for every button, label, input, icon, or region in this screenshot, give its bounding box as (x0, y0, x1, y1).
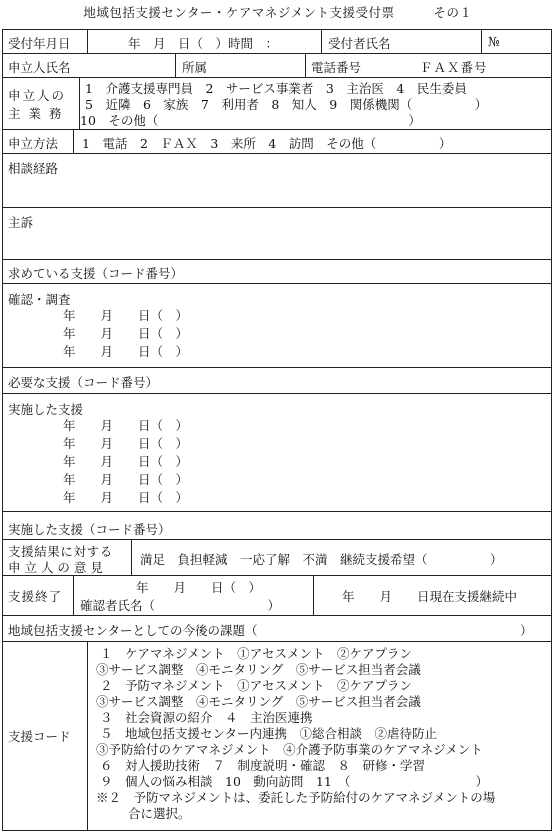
consultation-route-label: 相談経路 (8, 161, 59, 176)
row-applicant (3, 54, 551, 78)
support-code-line: ③予防給付のケアマネジメント ④介護予防事業のケアマネジメント (96, 742, 483, 757)
applicant-name-label: 申立人氏名 (8, 60, 71, 75)
affiliation-label: 所属 (182, 60, 208, 75)
support-continuing-text: 年 月 日現在支援継続中 (342, 589, 518, 604)
phone-label: 電話番号 (311, 60, 362, 75)
row-future-issues[interactable] (3, 616, 551, 642)
implemented-date-line: 年 月 日（ ） (63, 418, 189, 433)
application-method-options[interactable] (73, 130, 553, 153)
confirmation-survey-label: 確認・調査 (8, 292, 71, 307)
row-support-codes (3, 642, 551, 830)
row-needed-support[interactable] (3, 368, 551, 394)
reception-date-template: 年 月 日（ ）時間 ： (128, 36, 279, 51)
support-code-line: ③サービス調整 ④モニタリング ⑤サービス担当者会議 (96, 662, 421, 677)
row-implemented-support-code[interactable] (3, 512, 551, 540)
reception-date-field[interactable] (87, 30, 321, 53)
support-code-line: ６ 対人援助技術 ７ 制度説明・確認 ８ 研修・学習 (100, 758, 426, 773)
affiliation-field[interactable] (175, 54, 305, 77)
applicant-opinion-options-text: 満足 負担軽減 一応了解 不満 継続支援希望（ ） (140, 552, 503, 567)
support-code-line: ２ 予防マネジメント ①アセスメント ②ケアプラン (100, 678, 413, 693)
fax-label: ＦＡＸ番号 (420, 60, 488, 75)
requested-support-label: 求めている支援（コード番号） (8, 266, 184, 281)
support-codes-label: 支援コード (8, 729, 71, 744)
support-continuing-field[interactable] (313, 576, 553, 615)
row-consultation-route[interactable] (3, 154, 551, 208)
support-codes-list (87, 642, 553, 830)
support-code-line: ３ 社会資源の紹介 ４ 主治医連携 (100, 710, 313, 725)
support-end-label: 支援終了 (8, 589, 63, 604)
implemented-support-label: 実施した支援 (8, 402, 84, 417)
applicant-opinion-options[interactable] (131, 540, 553, 575)
row-implemented-support[interactable] (3, 394, 551, 512)
row-requested-support[interactable] (3, 260, 551, 284)
form-title: 地域包括支援センター・ケアマネジメント支援受付票 その１ (83, 5, 473, 20)
row-applicant-occupation (3, 78, 551, 130)
row-applicant-opinion (3, 540, 551, 576)
implemented-date-line: 年 月 日（ ） (63, 454, 189, 469)
occupation-label-line2: 主 業 務 (8, 106, 64, 121)
implemented-date-line: 年 月 日（ ） (63, 490, 189, 505)
phone-fax-field[interactable] (305, 54, 553, 77)
implemented-support-code-label: 実施した支援（コード番号） (8, 522, 171, 537)
consultation-form (2, 29, 552, 831)
support-code-note: 合に選択。 (128, 806, 191, 821)
support-code-line: １ ケアマネジメント ①アセスメント ②ケアプラン (100, 646, 413, 661)
support-code-note: ※２ 予防マネジメントは、委託した予防給付のケアマネジメントの場 (96, 790, 496, 805)
main-complaint-label: 主訴 (8, 215, 34, 230)
support-code-line: ９ 個人の悩み相談 10 動向訪問 11 （ ） (100, 774, 489, 789)
occupation-options-line1: 1 介護支援専門員 2 サービス事業者 3 主治医 4 民生委員 (85, 81, 467, 96)
applicant-name-field[interactable] (3, 54, 175, 77)
receiver-name-label: 受付者氏名 (328, 36, 391, 51)
occupation-label-line1: 申立人の (8, 88, 67, 103)
support-end-date-template: 年 月 日（ ） (136, 580, 262, 595)
receiver-name-field[interactable] (321, 30, 481, 53)
application-method-options-text: 1 電話 2 ＦＡＸ 3 来所 4 訪問 その他（ ） (82, 136, 452, 151)
occupation-options-line3: 10 その他（ ） (80, 113, 421, 128)
needed-support-label: 必要な支援（コード番号） (8, 375, 159, 390)
support-code-line: ５ 地域包括支援センター内連携 ①総合相談 ②虐待防止 (100, 726, 438, 741)
row-confirmation-survey[interactable] (3, 284, 551, 368)
receipt-number-label: № (488, 34, 500, 49)
row-support-end (3, 576, 551, 616)
future-issues-label: 地域包括支援センターとしての今後の課題（ ） (8, 623, 533, 638)
support-code-line: ③サービス調整 ④モニタリング ⑤サービス担当者会議 (96, 694, 421, 709)
confirmer-name-label: 確認者氏名（ ） (80, 598, 281, 613)
receipt-number-field[interactable] (481, 30, 553, 53)
application-method-label: 申立方法 (8, 136, 59, 151)
reception-date-label: 受付年月日 (8, 36, 71, 51)
row-main-complaint[interactable] (3, 208, 551, 260)
implemented-date-line: 年 月 日（ ） (63, 472, 189, 487)
row-reception-date (3, 30, 551, 54)
occupation-options-line2: 5 近隣 6 家族 7 利用者 8 知人 9 関係機関（ ） (85, 97, 488, 112)
applicant-opinion-label-line1: 支援結果に対する (8, 544, 113, 559)
applicant-opinion-label-line2: 申 立 人 の 意 見 (8, 560, 103, 575)
confirmation-date-line: 年 月 日（ ） (63, 344, 189, 359)
implemented-date-line: 年 月 日（ ） (63, 436, 189, 451)
support-end-date-field[interactable] (73, 576, 313, 615)
confirmation-date-line: 年 月 日（ ） (63, 308, 189, 323)
row-application-method (3, 130, 551, 154)
occupation-options[interactable] (79, 78, 553, 129)
confirmation-date-line: 年 月 日（ ） (63, 326, 189, 341)
